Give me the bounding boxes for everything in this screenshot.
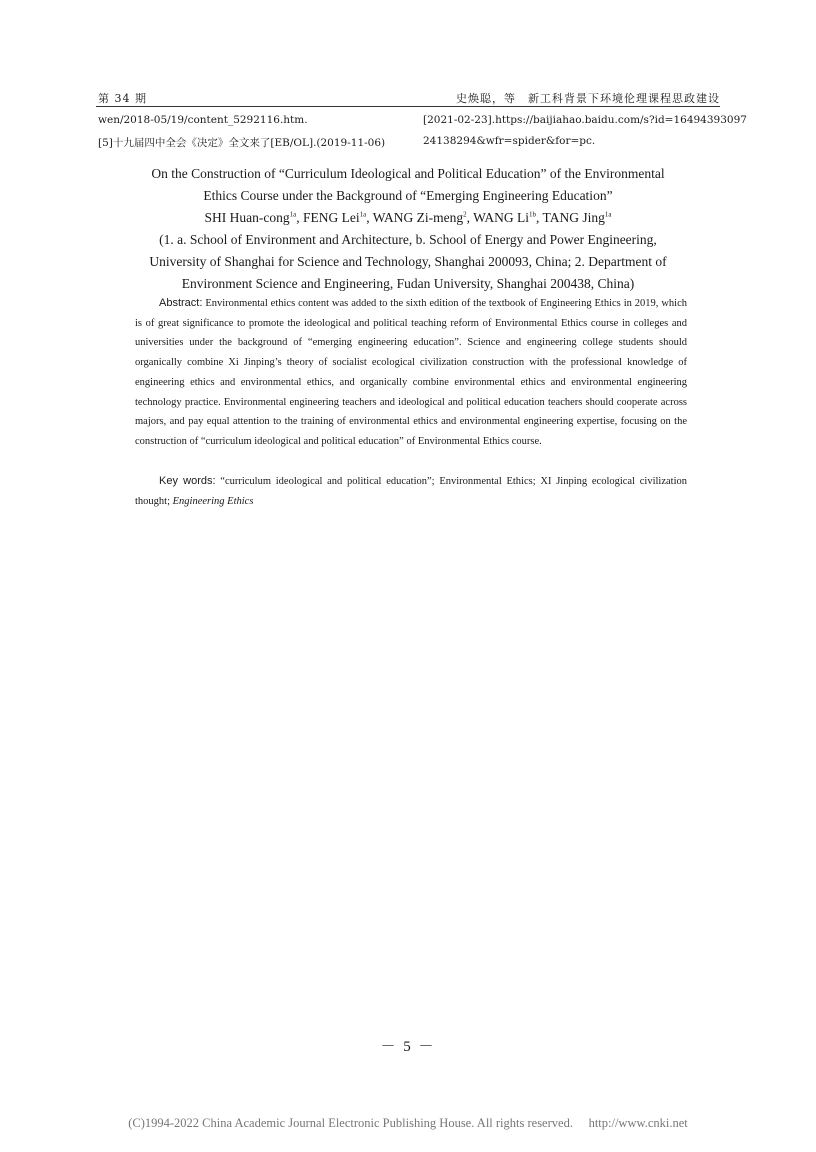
author-affiliation-mark: 1a <box>359 210 367 219</box>
author-separator: , <box>366 210 373 225</box>
author <box>205 210 303 225</box>
author-name: WANG Li <box>473 210 530 225</box>
author-separator: , <box>466 210 474 225</box>
header-rule <box>96 106 720 107</box>
abstract-text: Environmental ethics content was added to the sixth edition of the textbook of Engineering Ethics in 2019, which is of great significance to promote the ideological and political teaching reform of Environmental Ethics course in colleges and universities under the background of “emerging engineering education”. Science and engineering college students should organically combine Xi Jinping’s theory of socialist ecological civilization construction with the professional knowledge of engineering ethics and environmental ethics, and organically combine environmental ethics and environmental engineering technology practice. Environmental engineering teachers and ideological and political education teachers should cooperate across majors, and pay equal attention to the training of environmental ethics and environmental engineering expertise, focusing on the construction of “curriculum ideological and political education” of Environmental Ethics course. <box>135 298 688 447</box>
author-list <box>96 207 720 229</box>
author-affiliation-mark: 1b <box>529 210 537 219</box>
title-line: On the Construction of “Curriculum Ideological and Political Education” of the Environmental <box>151 166 665 181</box>
running-title: 史焕聪，等 新工科背景下环境伦理课程思政建设 <box>456 92 720 105</box>
reference-line: wen/2018-05/19/content_5292116.htm. <box>98 114 308 126</box>
affiliation-line: University of Shanghai for Science and Technology, Shanghai 200093, China; 2. Department of <box>149 254 667 269</box>
affiliation-line: (1. a. School of Environment and Architecture, b. School of Energy and Power Engineering, <box>159 232 657 247</box>
author <box>373 210 473 225</box>
author-name: SHI Huan-cong <box>204 210 290 225</box>
author-name: TANG Jing <box>542 210 605 225</box>
keywords-text: “curriculum ideological and political education”; Environmental Ethics; XI Jinping ecological civilization thought; <box>135 476 687 507</box>
author-affiliation-mark: 1a <box>289 210 297 219</box>
keywords-label: Key words: <box>159 475 216 487</box>
keywords-italic-term: Engineering Ethics <box>172 495 254 507</box>
page-number: － 5 － <box>380 1039 436 1055</box>
reference-line: [2021-02-23].https://baijiahao.baidu.com/s?id=16494393097 <box>423 114 747 126</box>
abstract <box>135 294 687 452</box>
affiliation-line: Environment Science and Engineering, Fudan University, Shanghai 200438, China) <box>181 276 635 291</box>
reference-line: [5]十九届四中全会《决定》全文来了[EB/OL].(2019-11-06) <box>98 137 386 149</box>
affiliation <box>96 229 720 295</box>
abstract-label: Abstract: <box>159 297 203 309</box>
author-affiliation-mark: 1a <box>604 210 612 219</box>
author <box>473 210 542 225</box>
title-line: Ethics Course under the Background of “Emerging Engineering Education” <box>203 188 613 203</box>
author-separator: , <box>296 210 304 225</box>
keywords <box>135 472 687 511</box>
author-name: FENG Lei <box>303 210 360 225</box>
issue-number: 第 34 期 <box>98 92 147 105</box>
copyright-footer: (C)1994-2022 China Academic Journal Electronic Publishing House. All rights reserved. http://www.cnki.net <box>128 1116 688 1130</box>
reference-line: 24138294&wfr=spider&for=pc. <box>423 135 596 147</box>
author-name: WANG Zi-meng <box>372 210 464 225</box>
author <box>303 210 373 225</box>
paper-title <box>96 163 720 207</box>
author-separator: , <box>536 210 543 225</box>
author <box>543 210 612 225</box>
author-affiliation-mark: 2 <box>463 210 467 219</box>
